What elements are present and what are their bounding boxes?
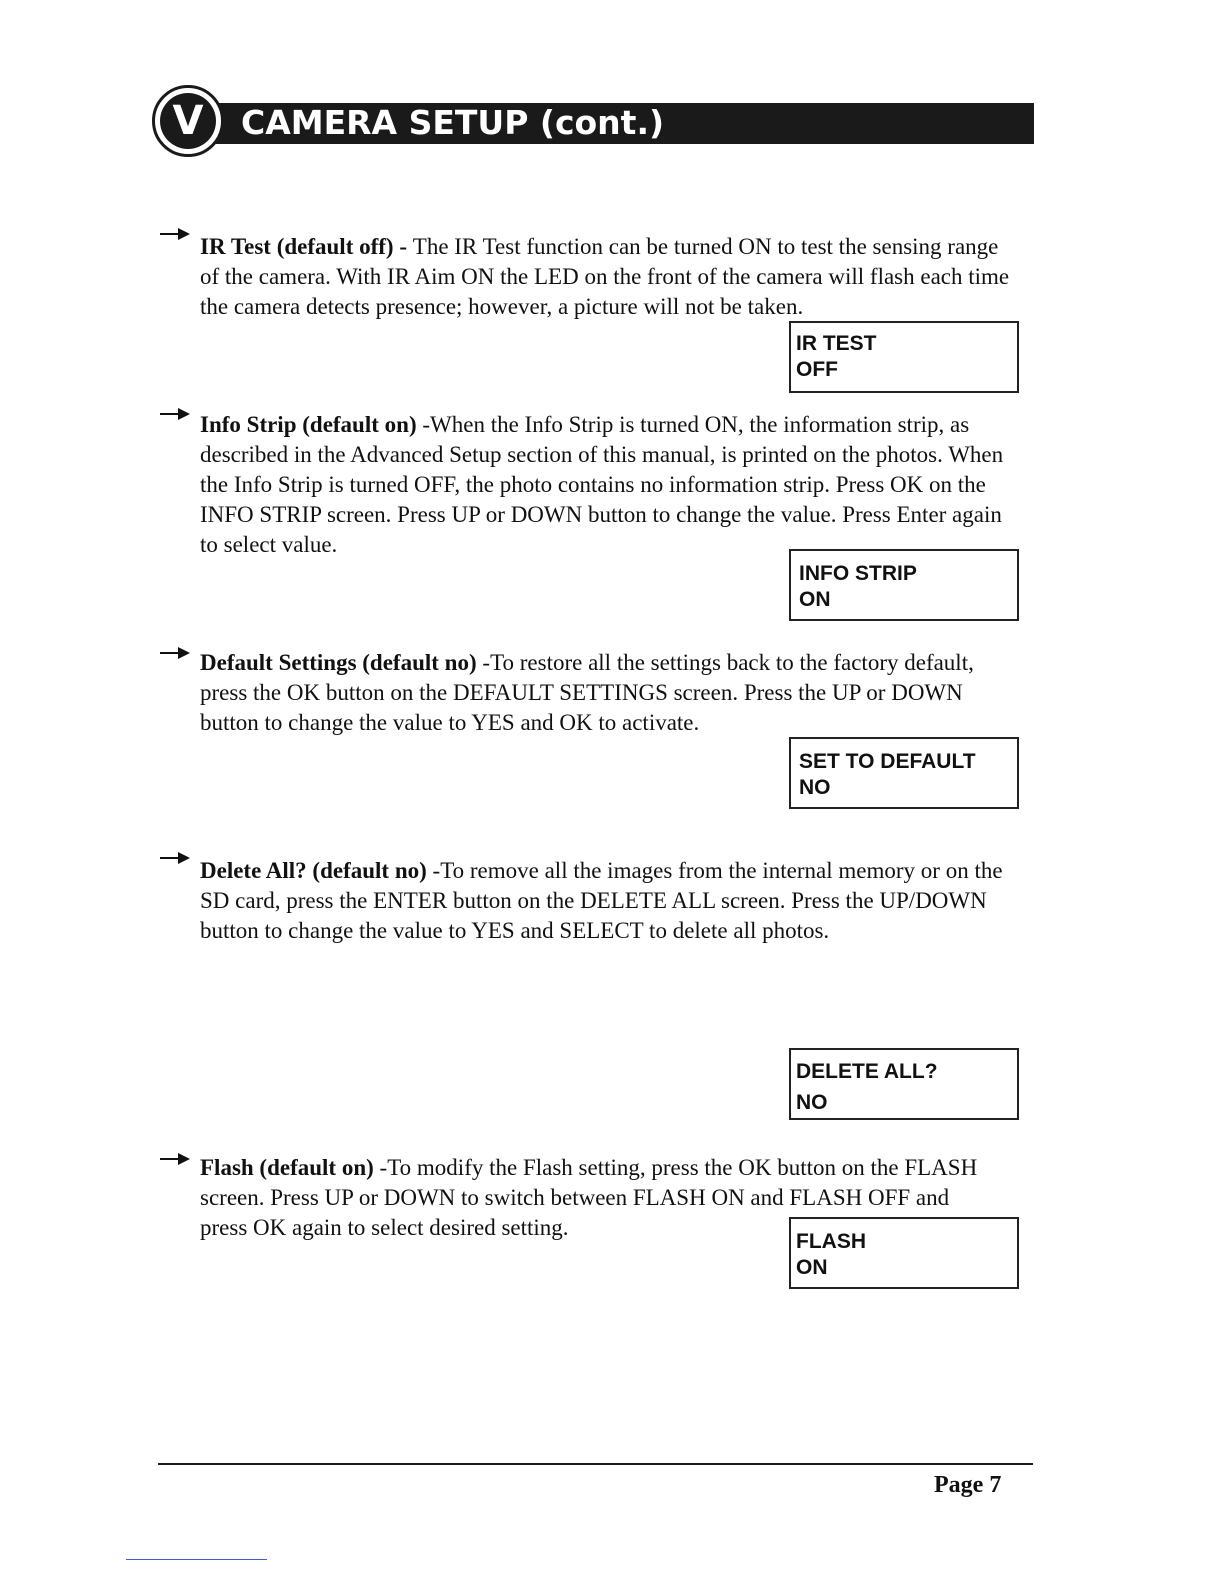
flash-screen-value: ON bbox=[796, 1256, 828, 1279]
info-strip-term: Info Strip (default on) bbox=[200, 412, 417, 437]
bottom-underline bbox=[126, 1559, 267, 1560]
flash-screen bbox=[789, 1217, 1019, 1289]
arrow-right-icon bbox=[160, 647, 190, 659]
delete-all-screen-value: NO bbox=[796, 1091, 828, 1114]
ir-test-separator: - bbox=[393, 234, 413, 259]
ir-test-term: IR Test (default off) bbox=[200, 234, 394, 259]
default-settings-term: Default Settings (default no) bbox=[200, 650, 477, 675]
info-strip-screen-label: INFO STRIP bbox=[799, 562, 917, 585]
page-title: CAMERA SETUP (cont.) bbox=[241, 103, 665, 142]
info-strip-separator: - bbox=[416, 412, 431, 437]
arrow-right-icon bbox=[160, 1153, 190, 1165]
ir-test-screen-label: IR TEST bbox=[796, 332, 877, 355]
default-settings-screen-label: SET TO DEFAULT bbox=[799, 750, 976, 773]
ir-test-screen bbox=[789, 321, 1019, 393]
default-settings-paragraph bbox=[200, 648, 1020, 738]
arrow-right-icon bbox=[160, 408, 190, 420]
page-number: Page 7 bbox=[934, 1472, 1002, 1498]
info-strip-screen-value: ON bbox=[799, 588, 831, 611]
flash-screen-label: FLASH bbox=[796, 1230, 866, 1253]
delete-all-body: To remove all the images from the internal memory or on the SD card, press the ENTER button on the DELETE ALL screen. Press the UP/DOWN button to change the value to YES and SELECT to delete all photos. bbox=[200, 858, 1003, 943]
delete-all-paragraph bbox=[200, 856, 1020, 946]
arrow-right-icon bbox=[160, 852, 190, 864]
ir-test-body: The IR Test function can be turned ON to test the sensing range of the camera. With IR Aim ON the LED on the front of the camera will flash each time the camera detects presence; however, a picture will not be taken. bbox=[200, 234, 1010, 319]
default-settings-body: To restore all the settings back to the factory default, press the OK button on the DEFAULT SETTINGS screen. Press the UP or DOWN button to change the value to YES and OK to activate. bbox=[200, 650, 974, 735]
info-strip-body: When the Info Strip is turned ON, the information strip, as described in the Advanced Setup section of this manual, is printed on the photos. When the Info Strip is turned OFF, the photo contains no information strip. Press OK on the INFO STRIP screen. Press UP or DOWN button to change the value. Press Enter again to select value. bbox=[200, 412, 1004, 557]
delete-all-screen-label: DELETE ALL? bbox=[796, 1060, 938, 1083]
flash-separator: - bbox=[373, 1155, 388, 1180]
default-settings-screen-value: NO bbox=[799, 776, 831, 799]
flash-body: To modify the Flash setting, press the OK button on the FLASH screen. Press UP or DOWN to switch between FLASH ON and FLASH OFF and press OK again to select desired setting. bbox=[200, 1155, 978, 1240]
ir-test-paragraph bbox=[200, 232, 1020, 322]
delete-all-screen bbox=[789, 1048, 1019, 1120]
default-settings-screen bbox=[789, 737, 1019, 809]
footer-divider bbox=[158, 1463, 1033, 1465]
section-letter: V bbox=[160, 93, 216, 149]
info-strip-screen bbox=[789, 549, 1019, 621]
ir-test-screen-value: OFF bbox=[796, 358, 838, 381]
flash-term: Flash (default on) bbox=[200, 1155, 374, 1180]
delete-all-term: Delete All? (default no) bbox=[200, 858, 427, 883]
arrow-right-icon bbox=[160, 228, 190, 240]
info-strip-paragraph bbox=[200, 410, 1020, 560]
default-settings-separator: - bbox=[476, 650, 491, 675]
delete-all-separator: - bbox=[426, 858, 441, 883]
